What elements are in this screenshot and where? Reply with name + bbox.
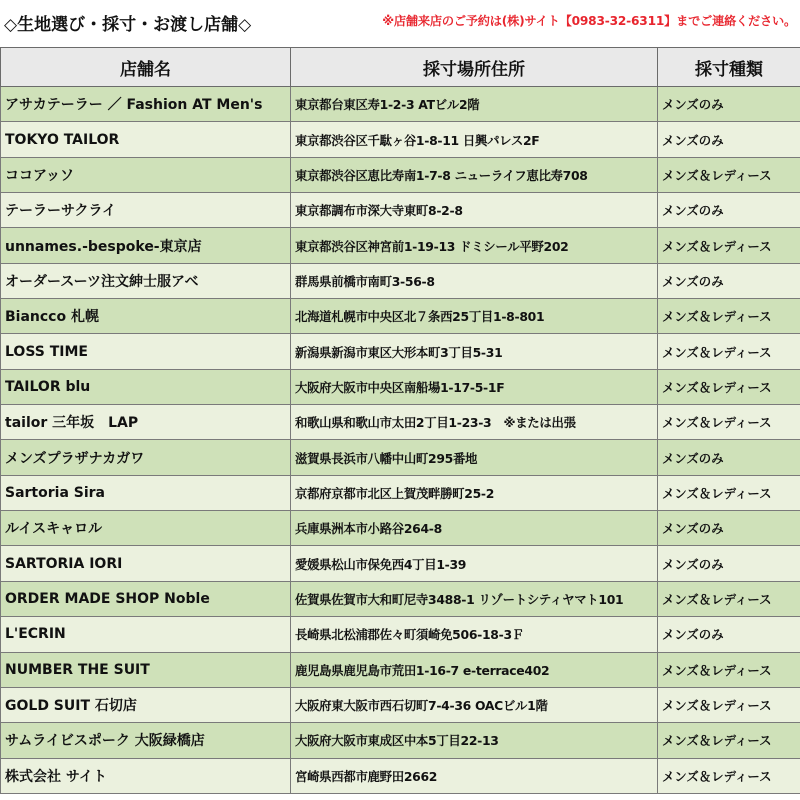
address-cell: 京都府京都市北区上賀茂畔勝町25-2 bbox=[291, 475, 658, 510]
table-row bbox=[1, 405, 800, 440]
measurement-type-cell: メンズ＆レディース bbox=[658, 687, 800, 722]
table-row bbox=[1, 617, 800, 652]
measurement-type-cell: メンズのみ bbox=[658, 440, 800, 475]
table-row bbox=[1, 546, 800, 581]
table-row bbox=[1, 511, 800, 546]
address-cell: 東京都渋谷区神宮前1-19-13 ドミシール平野202 bbox=[291, 228, 658, 263]
address-cell: 群馬県前橋市南町3-56-8 bbox=[291, 263, 658, 298]
measurement-type-cell: メンズのみ bbox=[658, 546, 800, 581]
store-name-cell: 株式会社 サイト bbox=[1, 758, 291, 793]
table-row bbox=[1, 299, 800, 334]
store-name-cell: Sartoria Sira bbox=[1, 475, 291, 510]
page-title: ◇生地選び・採寸・お渡し店舗◇ bbox=[4, 14, 252, 35]
table-row bbox=[1, 723, 800, 758]
measurement-type-cell: メンズのみ bbox=[658, 617, 800, 652]
header-bar bbox=[0, 0, 800, 44]
store-name-cell: メンズプラザナカガワ bbox=[1, 440, 291, 475]
table-row bbox=[1, 440, 800, 475]
address-cell: 北海道札幌市中央区北７条西25丁目1-8-801 bbox=[291, 299, 658, 334]
address-cell: 大阪府東大阪市西石切町7-4-36 OACビル1階 bbox=[291, 687, 658, 722]
address-cell: 鹿児島県鹿児島市荒田1-16-7 e-terrace402 bbox=[291, 652, 658, 687]
table-row bbox=[1, 228, 800, 263]
table-row bbox=[1, 122, 800, 157]
store-name-cell: SARTORIA IORI bbox=[1, 546, 291, 581]
store-name-cell: TAILOR blu bbox=[1, 369, 291, 404]
table-row bbox=[1, 687, 800, 722]
address-cell: 東京都渋谷区恵比寿南1-7-8 ニューライフ恵比寿708 bbox=[291, 157, 658, 192]
measurement-type-cell: メンズ＆レディース bbox=[658, 652, 800, 687]
table-row bbox=[1, 369, 800, 404]
address-cell: 和歌山県和歌山市太田2丁目1-23-3 ※または出張 bbox=[291, 405, 658, 440]
table-row bbox=[1, 475, 800, 510]
reservation-notice: ※店舗来店のご予約は(株)サイト【0983-32-6311】までご連絡ください。 bbox=[382, 14, 796, 28]
address-cell: 東京都調布市深大寺東町8-2-8 bbox=[291, 193, 658, 228]
store-name-cell: LOSS TIME bbox=[1, 334, 291, 369]
address-cell: 長崎県北松浦郡佐々町須崎免506-18-3Ｆ bbox=[291, 617, 658, 652]
measurement-type-cell: メンズのみ bbox=[658, 122, 800, 157]
table-row bbox=[1, 652, 800, 687]
address-cell: 愛媛県松山市保免西4丁目1-39 bbox=[291, 546, 658, 581]
table-body bbox=[1, 87, 800, 794]
store-name-cell: NUMBER THE SUIT bbox=[1, 652, 291, 687]
store-name-cell: オーダースーツ注文紳士服アベ bbox=[1, 263, 291, 298]
store-table bbox=[0, 47, 800, 794]
column-header-address: 採寸場所住所 bbox=[291, 48, 658, 87]
table-row bbox=[1, 193, 800, 228]
address-cell: 東京都台東区寿1-2-3 ATビル2階 bbox=[291, 87, 658, 122]
store-name-cell: GOLD SUIT 石切店 bbox=[1, 687, 291, 722]
column-header-type: 採寸種類 bbox=[658, 48, 800, 87]
measurement-type-cell: メンズ＆レディース bbox=[658, 405, 800, 440]
store-name-cell: サムライビスポーク 大阪緑橋店 bbox=[1, 723, 291, 758]
measurement-type-cell: メンズ＆レディース bbox=[658, 758, 800, 793]
store-name-cell: ココアッソ bbox=[1, 157, 291, 192]
measurement-type-cell: メンズ＆レディース bbox=[658, 723, 800, 758]
address-cell: 兵庫県洲本市小路谷264-8 bbox=[291, 511, 658, 546]
column-header-store: 店舗名 bbox=[1, 48, 291, 87]
store-name-cell: unnames.-bespoke-東京店 bbox=[1, 228, 291, 263]
store-name-cell: Biancco 札幌 bbox=[1, 299, 291, 334]
address-cell: 大阪府大阪市中央区南船場1-17-5-1F bbox=[291, 369, 658, 404]
measurement-type-cell: メンズ＆レディース bbox=[658, 157, 800, 192]
table-row bbox=[1, 263, 800, 298]
store-name-cell: TOKYO TAILOR bbox=[1, 122, 291, 157]
table-header-row bbox=[1, 48, 800, 87]
measurement-type-cell: メンズのみ bbox=[658, 193, 800, 228]
store-name-cell: アサカテーラー ／ Fashion AT Men's bbox=[1, 87, 291, 122]
measurement-type-cell: メンズ＆レディース bbox=[658, 334, 800, 369]
address-cell: 滋賀県長浜市八幡中山町295番地 bbox=[291, 440, 658, 475]
measurement-type-cell: メンズ＆レディース bbox=[658, 581, 800, 616]
measurement-type-cell: メンズのみ bbox=[658, 263, 800, 298]
measurement-type-cell: メンズ＆レディース bbox=[658, 369, 800, 404]
address-cell: 佐賀県佐賀市大和町尼寺3488-1 リゾートシティヤマト101 bbox=[291, 581, 658, 616]
address-cell: 東京都渋谷区千駄ヶ谷1-8-11 日興パレス2F bbox=[291, 122, 658, 157]
table-row bbox=[1, 157, 800, 192]
address-cell: 宮崎県西都市鹿野田2662 bbox=[291, 758, 658, 793]
table-row bbox=[1, 334, 800, 369]
table-row bbox=[1, 581, 800, 616]
table-row bbox=[1, 758, 800, 793]
measurement-type-cell: メンズ＆レディース bbox=[658, 475, 800, 510]
store-name-cell: ルイスキャロル bbox=[1, 511, 291, 546]
table-row bbox=[1, 87, 800, 122]
measurement-type-cell: メンズ＆レディース bbox=[658, 228, 800, 263]
store-name-cell: テーラーサクライ bbox=[1, 193, 291, 228]
address-cell: 新潟県新潟市東区大形本町3丁目5-31 bbox=[291, 334, 658, 369]
measurement-type-cell: メンズのみ bbox=[658, 87, 800, 122]
store-name-cell: L'ECRIN bbox=[1, 617, 291, 652]
measurement-type-cell: メンズ＆レディース bbox=[658, 299, 800, 334]
address-cell: 大阪府大阪市東成区中本5丁目22-13 bbox=[291, 723, 658, 758]
measurement-type-cell: メンズのみ bbox=[658, 511, 800, 546]
store-name-cell: ORDER MADE SHOP Noble bbox=[1, 581, 291, 616]
store-name-cell: tailor 三年坂 LAP bbox=[1, 405, 291, 440]
